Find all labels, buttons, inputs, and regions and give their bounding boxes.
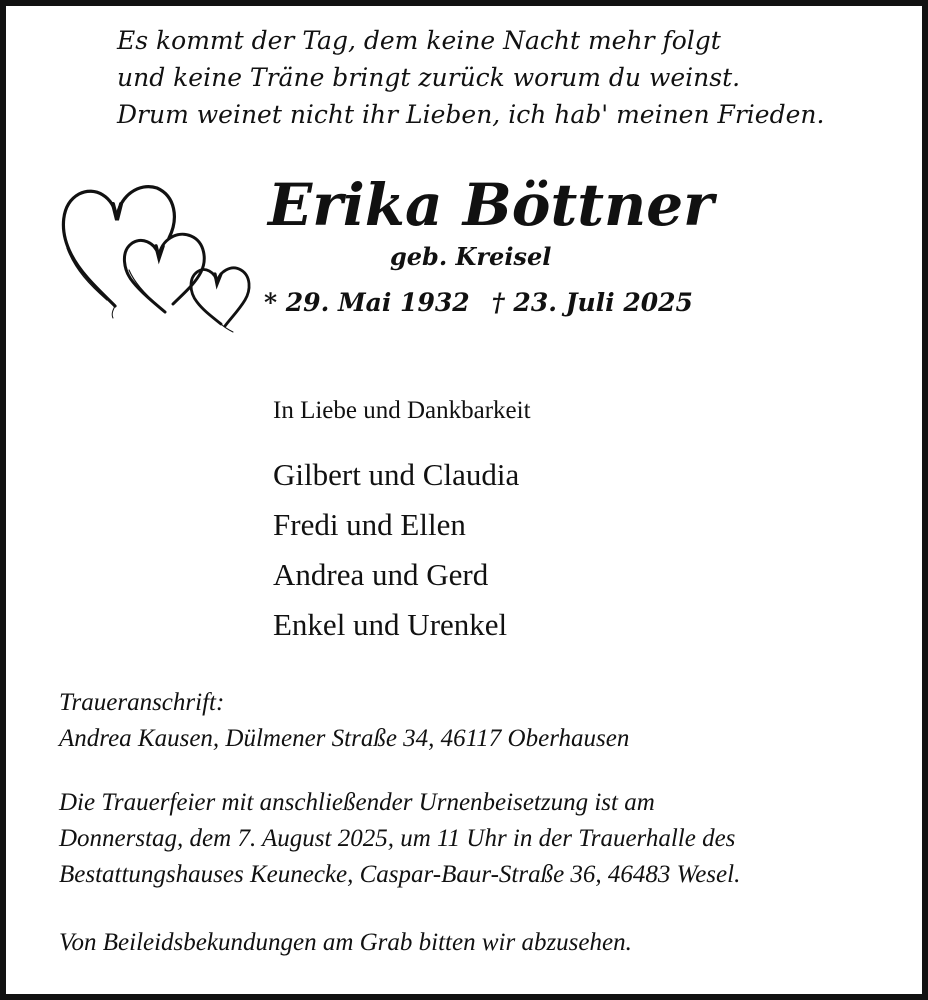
poem-line: Drum weinet nicht ihr Lieben, ich hab' meinen Frieden.: [117, 100, 825, 129]
birth-date: * 29. Mai 1932: [264, 288, 470, 317]
mourners-list: [273, 450, 519, 650]
mourner-name: Gilbert und Claudia: [273, 457, 520, 492]
poem-block: [117, 22, 824, 133]
ceremony-line: Donnerstag, dem 7. August 2025, um 11 Uhr in der Trauerhalle des: [59, 825, 736, 852]
ceremony-line: Bestattungshauses Keunecke, Caspar-Baur-Straße 36, 46483 Wesel.: [59, 861, 741, 888]
ceremony-info: [59, 785, 740, 893]
death-date: † 23. Juli 2025: [491, 288, 693, 317]
ceremony-line: Die Trauerfeier mit anschließender Urnenbeisetzung ist am: [59, 789, 655, 816]
mourning-address: [59, 685, 629, 757]
maiden-name: geb. Kreisel: [390, 242, 552, 271]
mourner-name: Andrea und Gerd: [273, 557, 489, 592]
mourner-name: Fredi und Ellen: [273, 507, 466, 542]
three-hearts-icon: [55, 178, 255, 333]
deceased-name: Erika Böttner: [268, 171, 714, 239]
closing-note: Von Beileidsbekundungen am Grab bitten wir abzusehen.: [59, 929, 632, 956]
address-value: Andrea Kausen, Dülmener Straße 34, 46117 Oberhausen: [59, 725, 630, 752]
address-label: Traueranschrift:: [59, 689, 225, 716]
life-dates: [264, 285, 693, 321]
mourner-name: Enkel und Urenkel: [273, 607, 508, 642]
poem-line: und keine Träne bringt zurück worum du weinst.: [117, 63, 741, 92]
mourners-intro: In Liebe und Dankbarkeit: [273, 397, 531, 424]
poem-line: Es kommt der Tag, dem keine Nacht mehr folgt: [117, 26, 721, 55]
